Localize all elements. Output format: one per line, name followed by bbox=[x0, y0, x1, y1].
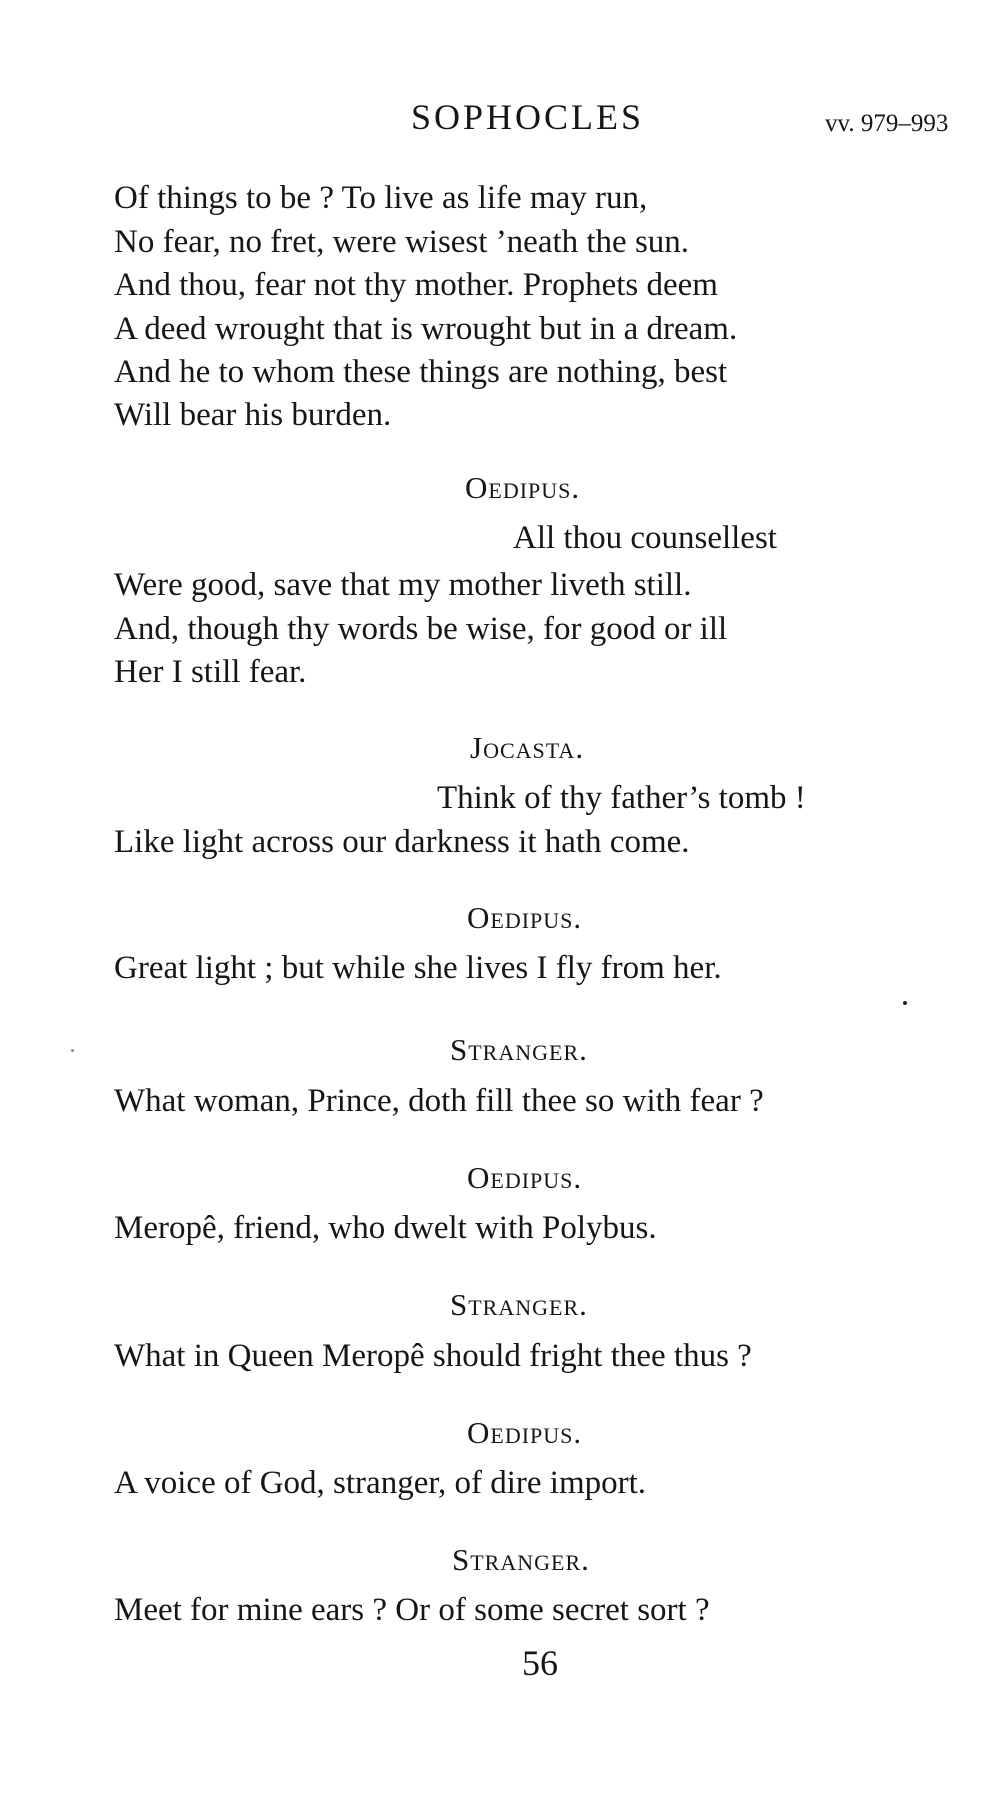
speaker-heading-jocasta: Jocasta. bbox=[470, 730, 585, 765]
speaker-heading-stranger: Stranger. bbox=[450, 1287, 588, 1322]
verse-line: Meropê, friend, who dwelt with Polybus. bbox=[114, 1210, 657, 1246]
verse-line: A deed wrought that is wrought but in a dream. bbox=[114, 311, 738, 347]
running-head-title: SOPHOCLES bbox=[411, 97, 645, 137]
print-speck bbox=[71, 1049, 74, 1052]
speaker-heading-oedipus: Oedipus. bbox=[467, 1415, 583, 1450]
verse-line: Of things to be ? To live as life may run, bbox=[114, 180, 648, 216]
verse-line: All thou counsellest bbox=[513, 520, 777, 556]
speaker-heading-stranger: Stranger. bbox=[452, 1542, 590, 1577]
speaker-heading-oedipus: Oedipus. bbox=[467, 1160, 583, 1195]
verse-line: And thou, fear not thy mother. Prophets deem bbox=[114, 267, 718, 303]
verse-line: And he to whom these things are nothing, best bbox=[114, 354, 728, 390]
speaker-heading-stranger: Stranger. bbox=[450, 1032, 588, 1067]
verse-line: Great light ; but while she lives I fly from her. bbox=[114, 950, 722, 986]
verse-line: Like light across our darkness it hath come. bbox=[114, 824, 690, 860]
verse-line: Meet for mine ears ? Or of some secret sort ? bbox=[114, 1592, 710, 1628]
verse-line: No fear, no fret, were wisest ’neath the sun. bbox=[114, 224, 690, 260]
verse-line: Think of thy father’s tomb ! bbox=[437, 780, 806, 816]
verse-line: What woman, Prince, doth fill thee so with fear ? bbox=[114, 1083, 764, 1119]
verse-line: Were good, save that my mother liveth still. bbox=[114, 567, 692, 603]
verse-line: Her I still fear. bbox=[114, 654, 307, 690]
speaker-heading-oedipus: Oedipus. bbox=[465, 470, 581, 505]
verse-line: A voice of God, stranger, of dire import. bbox=[114, 1465, 647, 1501]
print-speck bbox=[903, 1001, 907, 1005]
page-number: 56 bbox=[522, 1643, 558, 1683]
verse-line: What in Queen Meropê should fright thee thus ? bbox=[114, 1338, 752, 1374]
verse-line: Will bear his burden. bbox=[114, 397, 392, 433]
verse-line: And, though thy words be wise, for good or ill bbox=[114, 611, 728, 647]
speaker-heading-oedipus: Oedipus. bbox=[467, 900, 583, 935]
verse-range: vv. 979–993 bbox=[825, 110, 949, 137]
